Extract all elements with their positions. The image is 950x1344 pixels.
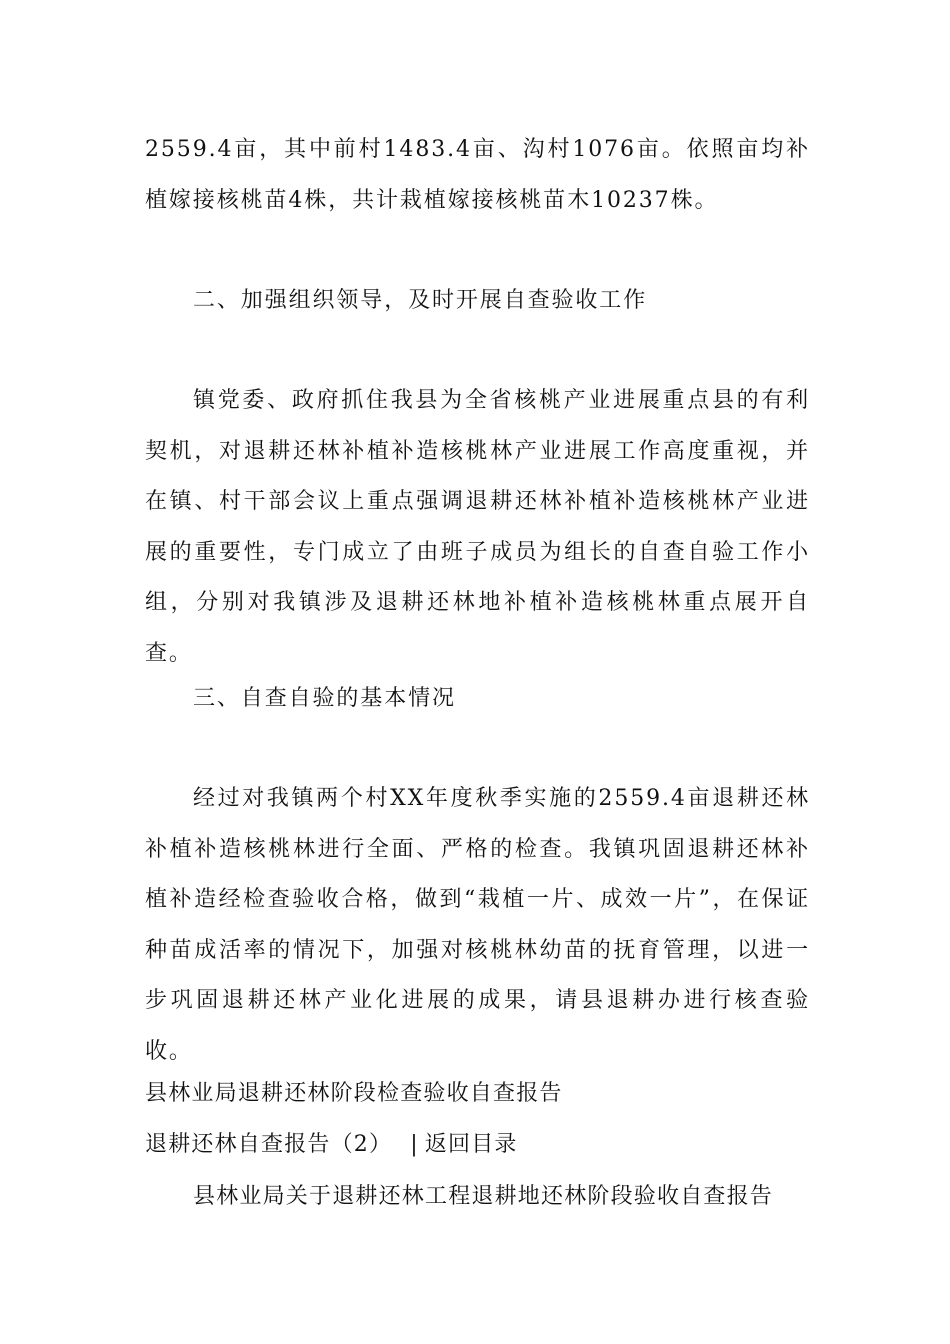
- related-title: 县林业局退耕还林阶段检查验收自查报告: [145, 1081, 563, 1106]
- back-to-contents-link[interactable]: 返回目录: [424, 1132, 518, 1157]
- link-separator: |: [410, 1132, 419, 1157]
- section-heading-2: 二、加强组织领导，及时开展自查验收工作: [193, 288, 648, 313]
- paragraph-1: 2559.4亩，其中前村1483.4亩、沟村1076亩。依照亩均补植嫁接核桃苗4株，共计栽植嫁接核桃苗木10237株。: [145, 137, 810, 213]
- paragraph-3: 经过对我镇两个村XX年度秋季实施的2559.4亩退耕还林补植补造核桃林进行全面、严格的检查。我镇巩固退耕还林补植补造经检查验收合格，做到“栽植一片、成效一片”，在保证种苗成活率的情况下，加强对核桃林幼苗的抚育管理，以进一步巩固退耕还林产业化进展的成果，请县退耕办进行核查验收。: [145, 786, 810, 1064]
- nav-links: [145, 1130, 810, 1160]
- next-report-heading: 县林业局关于退耕还林工程退耕地还林阶段验收自查报告: [193, 1184, 774, 1209]
- section-heading-3: 三、自查自验的基本情况: [193, 686, 456, 711]
- paragraph-2: 镇党委、政府抓住我县为全省核桃产业进展重点县的有利契机，对退耕还林补植补造核桃林产业进展工作高度重视，并在镇、村干部会议上重点强调退耕还林补植补造核桃林产业进展的重要性，专门成立了由班子成员为组长的自查自验工作小组，分别对我镇涉及退耕还林地补植补造核桃林重点展开自查。: [145, 388, 810, 666]
- next-report-link[interactable]: 退耕还林自查报告（2）: [145, 1132, 393, 1157]
